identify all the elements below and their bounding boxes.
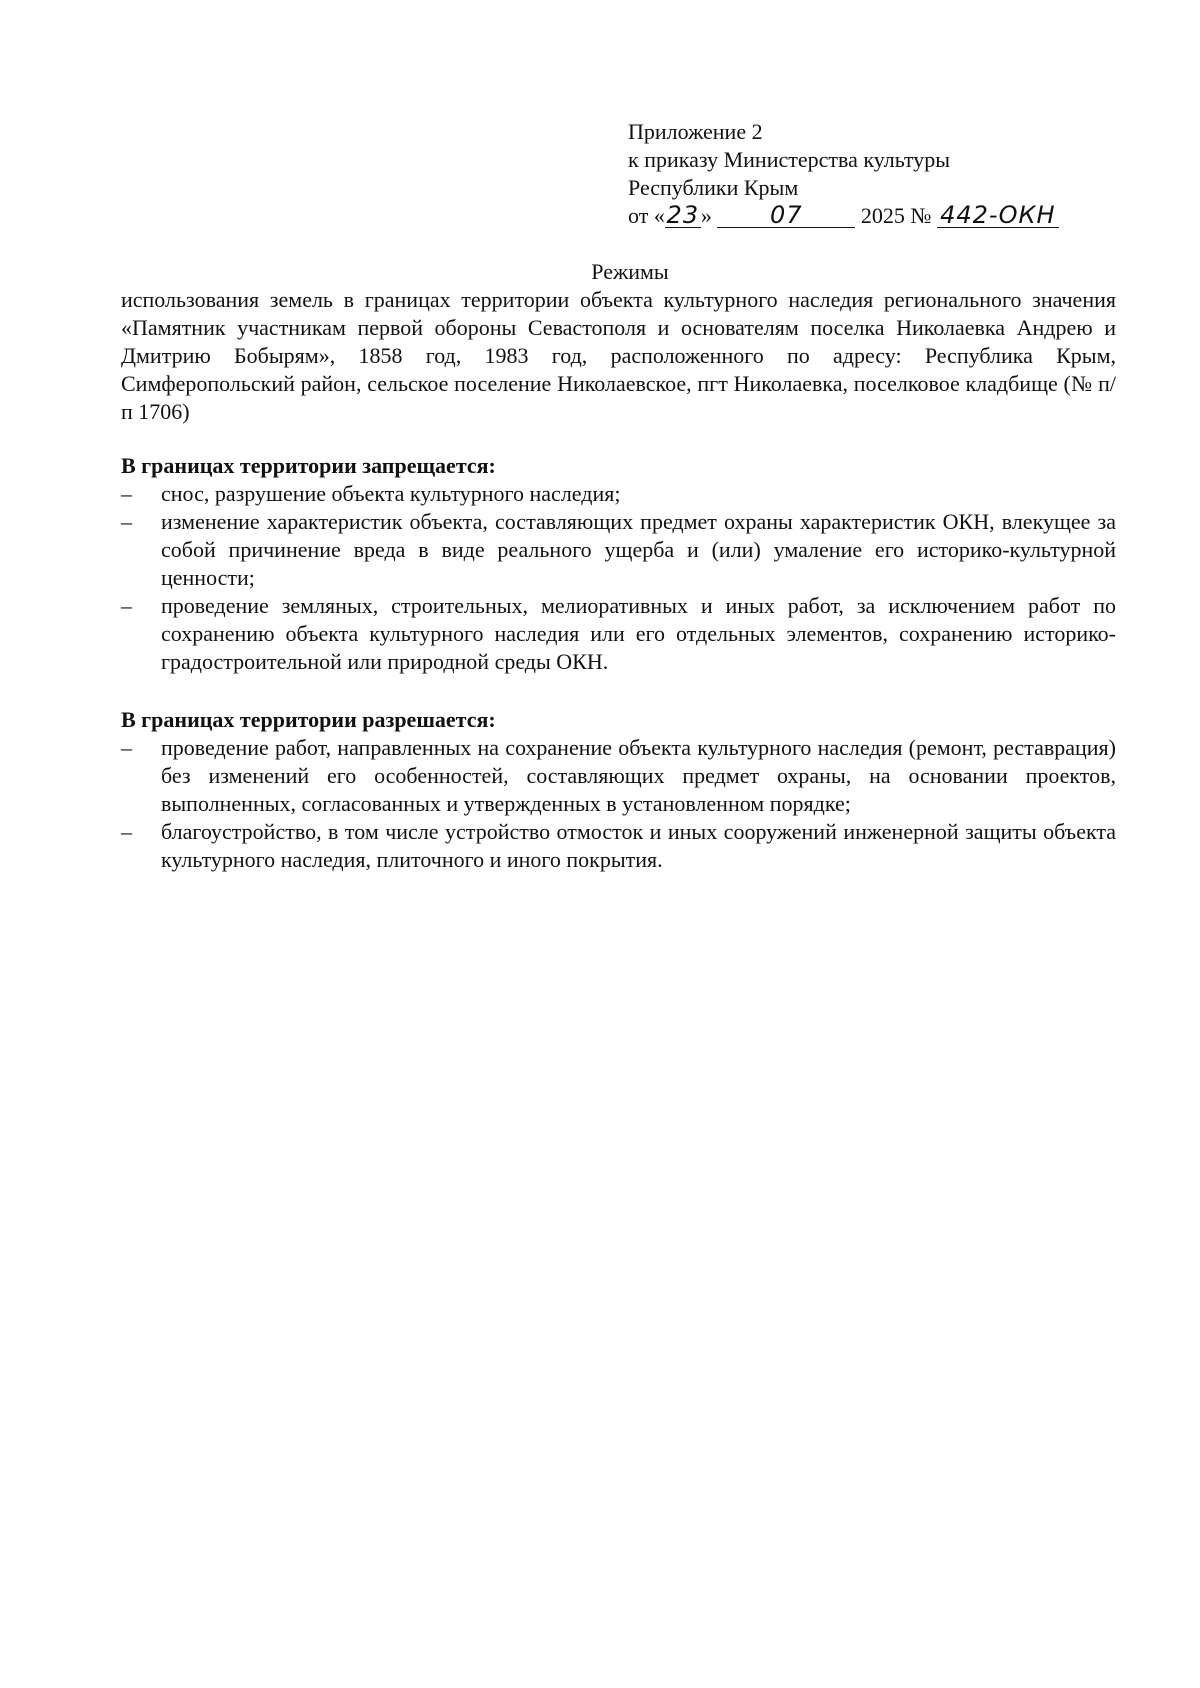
intro-text: использования земель в границах территории объекта культурного наследия регионального значения «Памятник участникам первой обороны Севастополя и основателям поселка Николаевка Андрею и Дмитрию Бобырям», 1858 год, 1983 год, расположенного по адресу: Республика Крым, Симферопольский район, сельское поселение Николаевское, пгт Николаевка, поселковое кладбище (№ п/п 1706) (121, 287, 1116, 424)
prohibited-section (121, 452, 1116, 676)
document-title: Режимы (591, 259, 669, 284)
date-month: 07 (717, 203, 855, 228)
appendix-line-1: Приложение 2 (628, 119, 763, 144)
list-item-text: благоустройство, в том числе устройство отмосток и иных сооружений инженерной защиты объекта культурного наследия, плиточного и иного покрытия. (161, 819, 1116, 872)
date-sep: » (700, 203, 712, 228)
allowed-heading: В границах территории разрешается: (121, 707, 496, 732)
bullet-dash: – (121, 593, 132, 618)
date-year: 2025 № (860, 203, 932, 228)
list-item (121, 734, 1116, 818)
appendix-line-2: к приказу Министерства культуры (628, 147, 951, 172)
date-prefix: от « (628, 203, 665, 228)
list-item-text: изменение характеристик объекта, составляющих предмет охраны характеристик ОКН, влекущее за собой причинение вреда в виде реального ущерба и (или) умаление его историко-культурной ценности; (161, 509, 1116, 590)
list-item (121, 818, 1116, 874)
prohibited-heading: В границах территории запрещается: (121, 453, 496, 478)
bullet-dash: – (121, 509, 132, 534)
appendix-header (628, 118, 1148, 230)
bullet-dash: – (121, 819, 132, 844)
list-item (121, 592, 1116, 676)
date-day: 23 (666, 201, 700, 229)
list-item (121, 480, 1116, 508)
appendix-line-3: Республики Крым (628, 175, 799, 200)
prohibited-list (121, 480, 1116, 676)
bullet-dash: – (121, 735, 132, 760)
list-item (121, 508, 1116, 592)
allowed-section (121, 706, 1116, 874)
list-item-text: проведение работ, направленных на сохранение объекта культурного наследия (ремонт, реставрация) без изменений его особенностей, составляющих предмет охраны, на основании проектов, выполненных, согласованных и утвержденных в установленном порядке; (161, 735, 1116, 816)
list-item-text: снос, разрушение объекта культурного наследия; (161, 481, 621, 506)
bullet-dash: – (121, 481, 132, 506)
list-item-text: проведение земляных, строительных, мелиоративных и иных работ, за исключением работ по сохранению объекта культурного наследия или его отдельных элементов, сохранению историко-градостроительной или природной среды ОКН. (161, 593, 1116, 674)
appendix-date-line (628, 202, 1148, 230)
document-intro (121, 286, 1116, 426)
allowed-list (121, 734, 1116, 874)
order-number: 442-ОКН (937, 203, 1059, 228)
